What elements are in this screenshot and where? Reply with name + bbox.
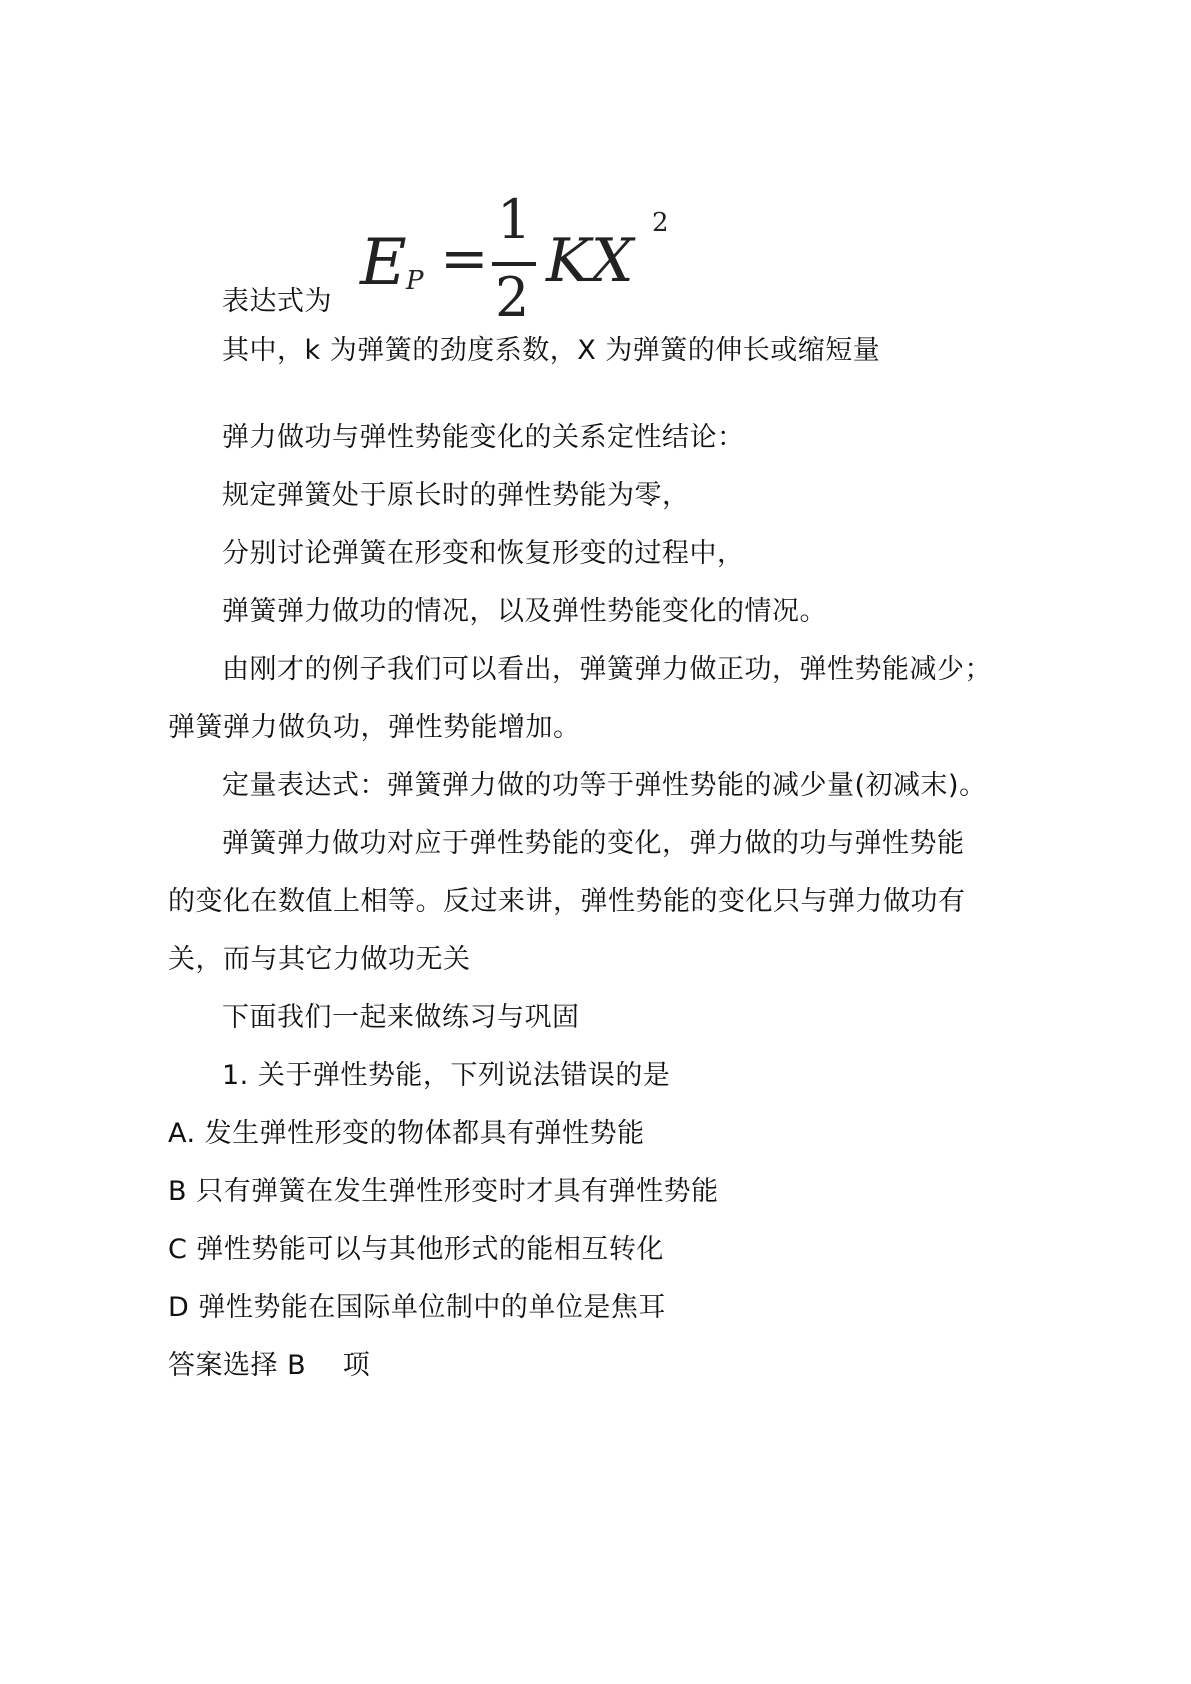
discuss-line: 分别讨论弹簧在形变和恢复形变的过程中， [222, 538, 745, 569]
example-line-1: 由刚才的例子我们可以看出，弹簧弹力做正功，弹性势能减少； [222, 654, 992, 685]
correspondence-line-1: 弹簧弹力做功对应于弹性势能的变化，弹力做的功与弹性势能 [222, 828, 965, 859]
correspondence-line-3: 关，而与其它力做功无关 [168, 944, 471, 975]
question-1: 1. 关于弹性势能，下列说法错误的是 [222, 1060, 671, 1091]
formula-subscript: P [406, 266, 424, 296]
cases-line: 弹簧弹力做功的情况，以及弹性势能变化的情况。 [222, 596, 827, 627]
option-b: B 只有弹簧在发生弹性形变时才具有弹性势能 [168, 1176, 719, 1207]
formula-kx: KX [546, 226, 634, 296]
quantitative-line: 定量表达式：弹簧弹力做的功等于弹性势能的减少量(初减末)。 [222, 770, 987, 801]
formula-e: E [360, 226, 407, 300]
qualitative-title: 弹力做功与弹性势能变化的关系定性结论： [222, 422, 745, 453]
formula-denominator: 2 [495, 266, 530, 329]
option-a: A. 发生弹性形变的物体都具有弹性势能 [168, 1118, 645, 1149]
correspondence-line-2: 的变化在数值上相等。反过来讲，弹性势能的变化只与弹力做功有 [168, 886, 966, 917]
rule-line: 规定弹簧处于原长时的弹性势能为零， [222, 480, 690, 511]
elastic-potential-energy-formula [360, 188, 680, 336]
option-c: C 弹性势能可以与其他形式的能相互转化 [168, 1234, 664, 1265]
definition-line: 其中，k 为弹簧的劲度系数，X 为弹簧的伸长或缩短量 [222, 335, 881, 366]
answer-line: 答案选择 B 项 [168, 1350, 371, 1381]
formula-numerator: 1 [497, 188, 532, 251]
option-d: D 弹性势能在国际单位制中的单位是焦耳 [168, 1292, 666, 1323]
example-line-2: 弹簧弹力做负功，弹性势能增加。 [168, 712, 581, 743]
expression-label: 表达式为 [222, 286, 332, 317]
formula-exponent: 2 [652, 208, 669, 238]
practice-intro: 下面我们一起来做练习与巩固 [222, 1002, 580, 1033]
formula-equals: = [440, 224, 489, 292]
